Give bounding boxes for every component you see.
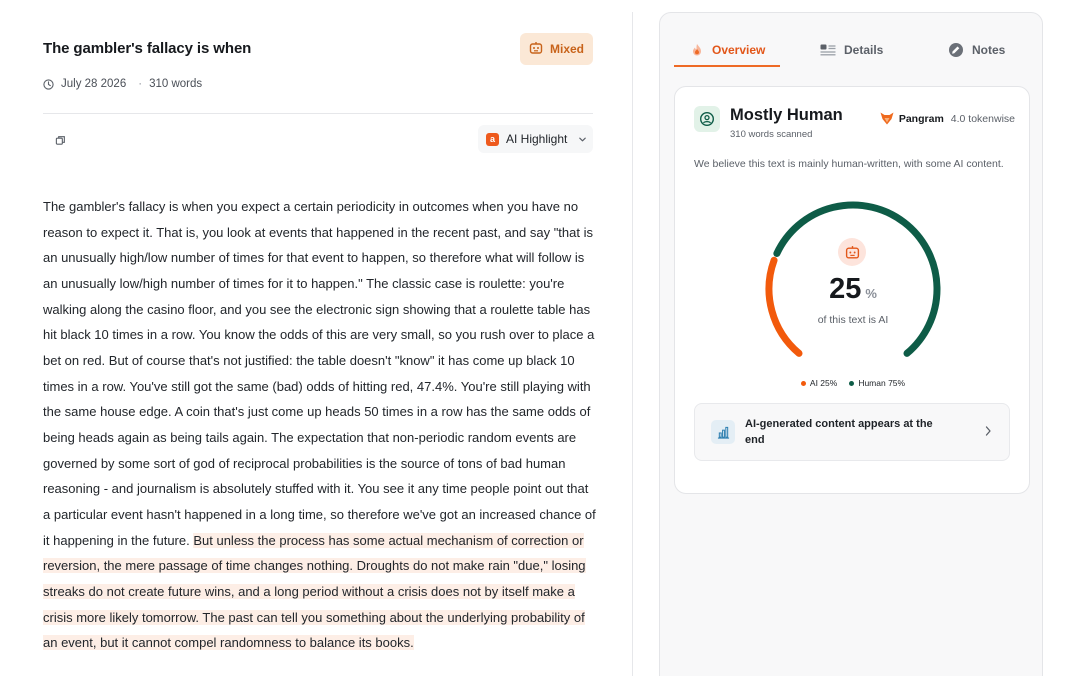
insight-card[interactable] bbox=[694, 403, 1010, 461]
document-date: July 28 2026 bbox=[61, 78, 127, 90]
ai-percentage-value: 25 bbox=[829, 273, 862, 305]
ai-percentage-unit: % bbox=[865, 286, 877, 301]
legend-item-ai bbox=[801, 378, 837, 388]
ai-highlight-dropdown[interactable] bbox=[478, 125, 593, 153]
legend-label-ai: AI 25% bbox=[809, 378, 838, 388]
insight-text: AI-generated content appears at the end bbox=[745, 418, 933, 446]
legend-label-human: Human 75% bbox=[858, 378, 906, 388]
clock-icon bbox=[43, 79, 54, 90]
gauge-caption: of this text is AI bbox=[817, 314, 889, 326]
active-tab-indicator bbox=[674, 65, 780, 67]
notes-icon bbox=[948, 42, 964, 58]
gauge-legend bbox=[675, 378, 1031, 388]
ai-highlight-icon: a bbox=[486, 133, 499, 146]
ai-highlight-label: AI Highlight bbox=[506, 132, 568, 146]
document-word-count: 310 words bbox=[149, 78, 203, 90]
document-text: The gambler's fallacy is when you expect a certain periodicity in outcomes when you have no reason to expect it. That is, you look at events that happened in the recent past, and say "that is an unusually high/low number of times for that event to happen, so therefore what will follow is an unusually low/high number of times for it to happen." The classic case is roulette: you're walking along the casino floor, and you see the electronic sign showing that a roulette table has hit black 10 times in a row. You know the odds of this are very small, so you rush over to place a bet on red. But of course that's not justified: the table doesn't "know" it has come up black 10 times in a row. You've still got the same (bad) odds of hitting red, 47.4%. You're still playing with the same house edge. A coin that's just come up heads 50 times in a row has the same odds of being heads again as being tails again. The expectation that non-periodic random events are governed by some sort of god of reciprocal probabilities is the source of tons of bad human reasoning - and journalism is absolutely stuffed with it. You see it any time people point out that a particular event hasn't happened in a long time, so therefore we've got an increased chance of it happening in the future. bbox=[43, 199, 596, 548]
document-body bbox=[43, 194, 599, 656]
tab-overview[interactable] bbox=[690, 33, 765, 67]
results-panel bbox=[659, 12, 1043, 676]
result-subtitle: 310 words scanned bbox=[730, 129, 813, 140]
document-meta bbox=[43, 78, 202, 90]
copy-button[interactable] bbox=[50, 130, 70, 150]
tab-details[interactable] bbox=[820, 33, 883, 67]
chevron-down-icon bbox=[578, 135, 587, 144]
details-icon bbox=[820, 44, 836, 56]
meta-separator: · bbox=[138, 78, 143, 90]
document-title: The gambler's fallacy is when bbox=[43, 40, 252, 57]
pane-divider bbox=[632, 12, 633, 676]
brand-name: Pangram bbox=[898, 112, 944, 125]
brand bbox=[880, 112, 1015, 125]
mixed-badge bbox=[520, 33, 593, 65]
ai-percentage bbox=[675, 273, 1031, 306]
chevron-right-icon bbox=[983, 425, 993, 437]
robot-icon bbox=[838, 238, 866, 266]
tab-notes[interactable] bbox=[948, 33, 1005, 67]
result-title: Mostly Human bbox=[730, 106, 843, 124]
legend-item-human bbox=[849, 378, 905, 388]
tab-notes-label: Notes bbox=[972, 43, 1006, 57]
human-icon bbox=[694, 106, 720, 132]
fox-logo-icon bbox=[880, 112, 894, 125]
divider bbox=[43, 113, 593, 114]
panel-tabs bbox=[674, 33, 1024, 67]
copy-icon bbox=[55, 135, 66, 146]
tab-overview-label: Overview bbox=[712, 43, 766, 57]
legend-swatch-human bbox=[849, 381, 854, 386]
ai-highlighted-text: But unless the process has some actual mechanism of correction or reversion, the mere passage of time changes nothing. Droughts do not make rain "due," losing streaks do not create future wins, and a long period without a crisis does not by itself make a crisis more likely tomorrow. The past can tell you something about the underlying probability of an event, but it cannot compel randomness to balance its books. bbox=[43, 532, 586, 651]
mixed-badge-label: Mixed bbox=[549, 42, 584, 56]
flame-icon bbox=[690, 43, 704, 57]
legend-swatch-ai bbox=[801, 381, 806, 386]
result-description: We believe this text is mainly human-written, with some AI content. bbox=[694, 158, 1004, 170]
bar-chart-icon bbox=[711, 420, 735, 444]
brand-version: 4.0 tokenwise bbox=[950, 112, 1015, 125]
tab-details-label: Details bbox=[844, 43, 884, 57]
result-card bbox=[674, 86, 1030, 494]
robot-icon bbox=[529, 41, 543, 58]
